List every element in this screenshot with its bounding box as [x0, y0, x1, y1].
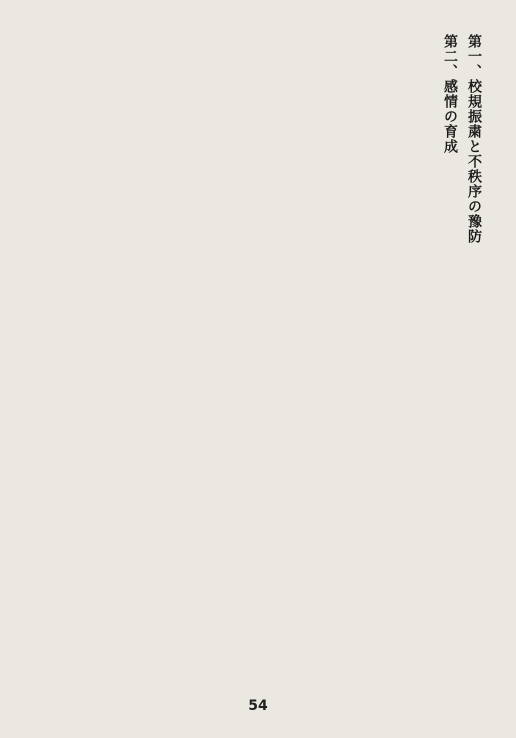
section-emotion — [438, 34, 462, 682]
page-number: 54 — [248, 698, 268, 714]
section-discipline-heading: 第一、校規振粛と不秩序の豫防 — [466, 34, 482, 244]
section-emotion-heading: 第二、感情の育成 — [442, 34, 458, 154]
vertical-text-block — [30, 34, 486, 682]
section-discipline — [462, 34, 486, 682]
